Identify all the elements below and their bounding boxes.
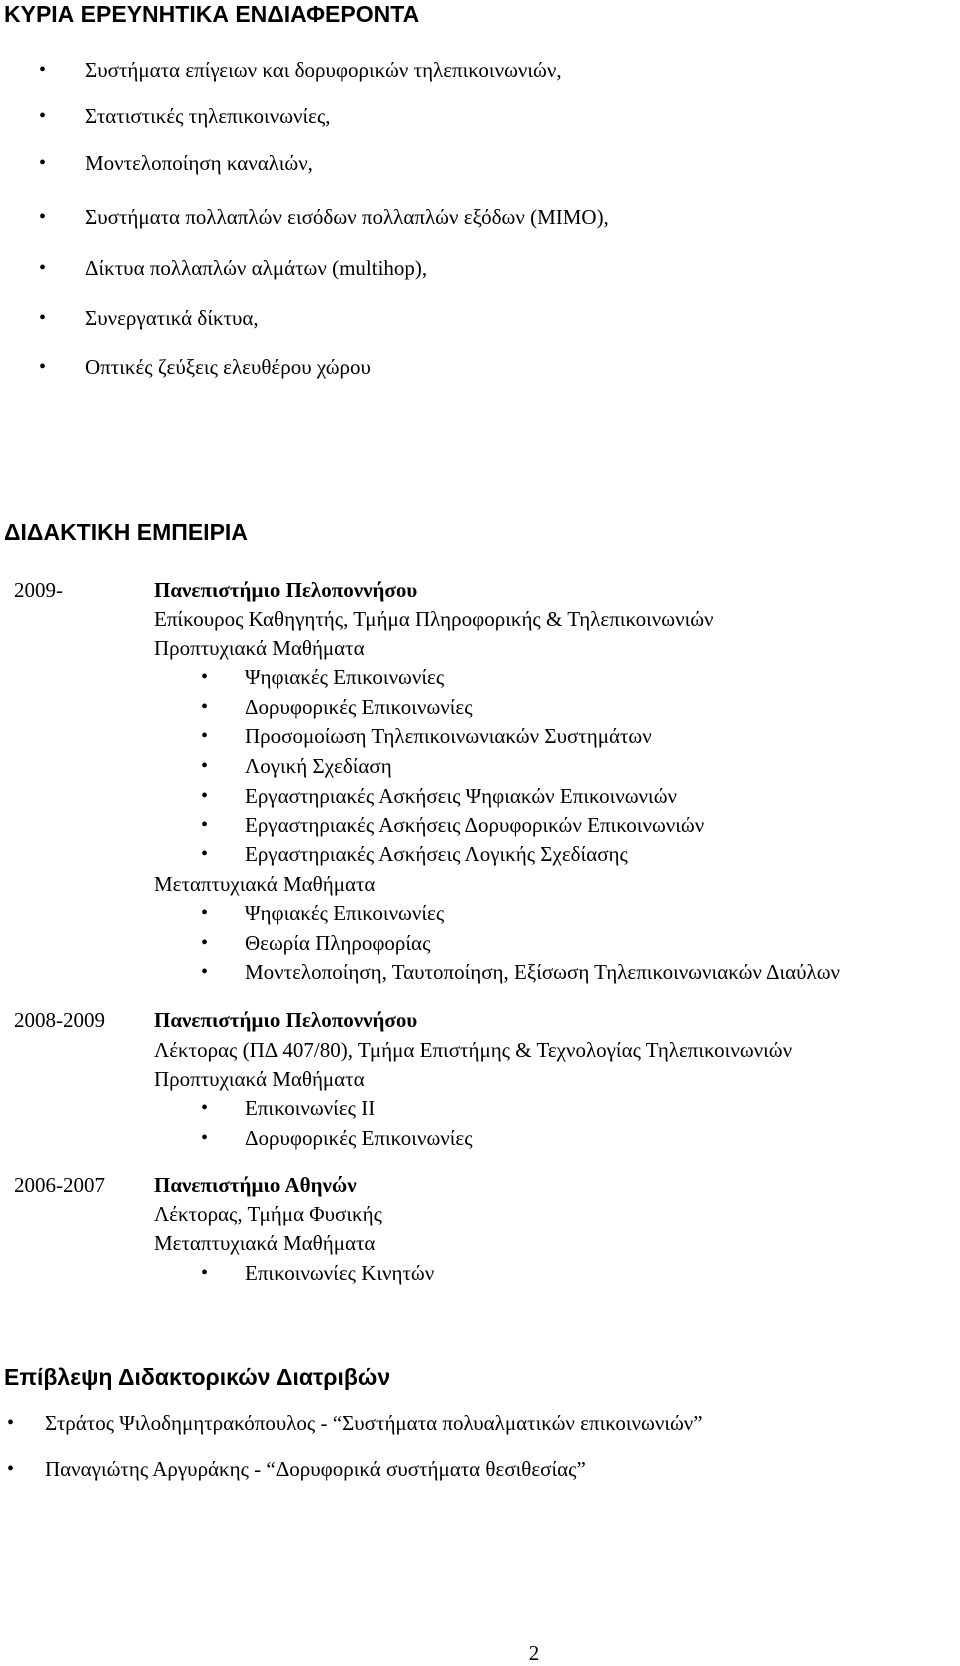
grad-label: Μεταπτυχιακά Μαθήματα: [154, 1231, 376, 1255]
course-item: • Εργαστηριακές Ασκήσεις Δορυφορικών Επικοινωνιών: [201, 813, 705, 837]
page-number: 2: [528, 1641, 540, 1665]
entry-position: Επίκουρος Καθηγητής, Τμήμα Πληροφορικής & Τηλεπικοινωνιών: [154, 607, 714, 631]
course-item: • Προσομοίωση Τηλεπικοινωνιακών Συστημάτων: [201, 724, 652, 748]
course-item: • Εργαστηριακές Ασκήσεις Ψηφιακών Επικοινωνιών: [201, 784, 678, 808]
bullet-icon: •: [201, 1097, 209, 1119]
list-item: • Συστήματα πολλαπλών εισόδων πολλαπλών εξόδων (MIMO),: [39, 205, 609, 229]
list-item: • Στατιστικές τηλεπικοινωνίες,: [39, 104, 331, 128]
course-item: • Λογική Σχεδίαση: [201, 754, 392, 778]
bullet-icon: •: [201, 696, 209, 718]
course-item: • Δορυφορικές Επικοινωνίες: [201, 695, 473, 719]
entry-years: 2008-2009: [14, 1008, 105, 1032]
entry-position: Λέκτορας, Τμήμα Φυσικής: [154, 1202, 382, 1226]
bullet-icon: •: [39, 257, 47, 279]
bullet-icon: •: [201, 814, 209, 836]
list-item: • Συνεργατικά δίκτυα,: [39, 306, 259, 330]
supervision-heading: Επίβλεψη Διδακτορικών Διατριβών: [4, 1364, 391, 1390]
list-item: • Δίκτυα πολλαπλών αλμάτων (multihop),: [39, 256, 428, 280]
entry-institution: Πανεπιστήμιο Πελοποννήσου: [154, 1008, 418, 1032]
course-item: • Ψηφιακές Επικοινωνίες: [201, 665, 445, 689]
bullet-icon: •: [201, 902, 209, 924]
entry-position: Λέκτορας (ΠΔ 407/80), Τμήμα Επιστήμης & Τεχνολογίας Τηλεπικοινωνιών: [154, 1038, 793, 1062]
entry-years: 2009-: [14, 578, 63, 602]
undergrad-label: Προπτυχιακά Μαθήματα: [154, 636, 365, 660]
bullet-icon: •: [39, 356, 47, 378]
bullet-icon: •: [201, 843, 209, 865]
course-item: • Επικοινωνίες ΙΙ: [201, 1096, 376, 1120]
list-item: • Οπτικές ζεύξεις ελευθέρου χώρου: [39, 355, 371, 379]
bullet-icon: •: [201, 666, 209, 688]
bullet-icon: •: [7, 1458, 15, 1480]
bullet-icon: •: [7, 1412, 15, 1434]
course-item: • Επικοινωνίες Κινητών: [201, 1261, 435, 1285]
undergrad-label: Προπτυχιακά Μαθήματα: [154, 1067, 365, 1091]
bullet-icon: •: [201, 1262, 209, 1284]
bullet-icon: •: [201, 961, 209, 983]
course-item: • Δορυφορικές Επικοινωνίες: [201, 1126, 473, 1150]
bullet-icon: •: [201, 755, 209, 777]
bullet-icon: •: [201, 932, 209, 954]
course-item: • Ψηφιακές Επικοινωνίες: [201, 901, 445, 925]
grad-label: Μεταπτυχιακά Μαθήματα: [154, 872, 376, 896]
list-item: • Παναγιώτης Αργυράκης - “Δορυφορικά συστήματα θεσιθεσίας”: [7, 1457, 586, 1481]
bullet-icon: •: [39, 152, 47, 174]
bullet-icon: •: [39, 59, 47, 81]
course-item: • Θεωρία Πληροφορίας: [201, 931, 431, 955]
list-item: • Στράτος Ψιλοδημητρακόπουλος - “Συστήματα πολυαλματικών επικοινωνιών”: [7, 1411, 703, 1435]
entry-institution: Πανεπιστήμιο Πελοποννήσου: [154, 578, 418, 602]
research-heading: ΚΥΡΙΑ ΕΡΕΥΝΗΤΙΚΑ ΕΝΔΙΑΦΕΡΟΝΤΑ: [4, 1, 420, 27]
teaching-heading: ΔΙΔΑΚΤΙΚΗ ΕΜΠΕΙΡΙΑ: [4, 519, 248, 545]
bullet-icon: •: [201, 1127, 209, 1149]
bullet-icon: •: [39, 307, 47, 329]
entry-institution: Πανεπιστήμιο Αθηνών: [154, 1173, 357, 1197]
course-item: • Εργαστηριακές Ασκήσεις Λογικής Σχεδίασης: [201, 842, 628, 866]
course-item: • Μοντελοποίηση, Ταυτοποίηση, Εξίσωση Τηλεπικοινωνιακών Διαύλων: [201, 960, 841, 984]
bullet-icon: •: [39, 105, 47, 127]
bullet-icon: •: [39, 206, 47, 228]
list-item: • Μοντελοποίηση καναλιών,: [39, 151, 313, 175]
list-item: • Συστήματα επίγειων και δορυφορικών τηλεπικοινωνιών,: [39, 58, 562, 82]
bullet-icon: •: [201, 785, 209, 807]
entry-years: 2006-2007: [14, 1173, 105, 1197]
bullet-icon: •: [201, 725, 209, 747]
